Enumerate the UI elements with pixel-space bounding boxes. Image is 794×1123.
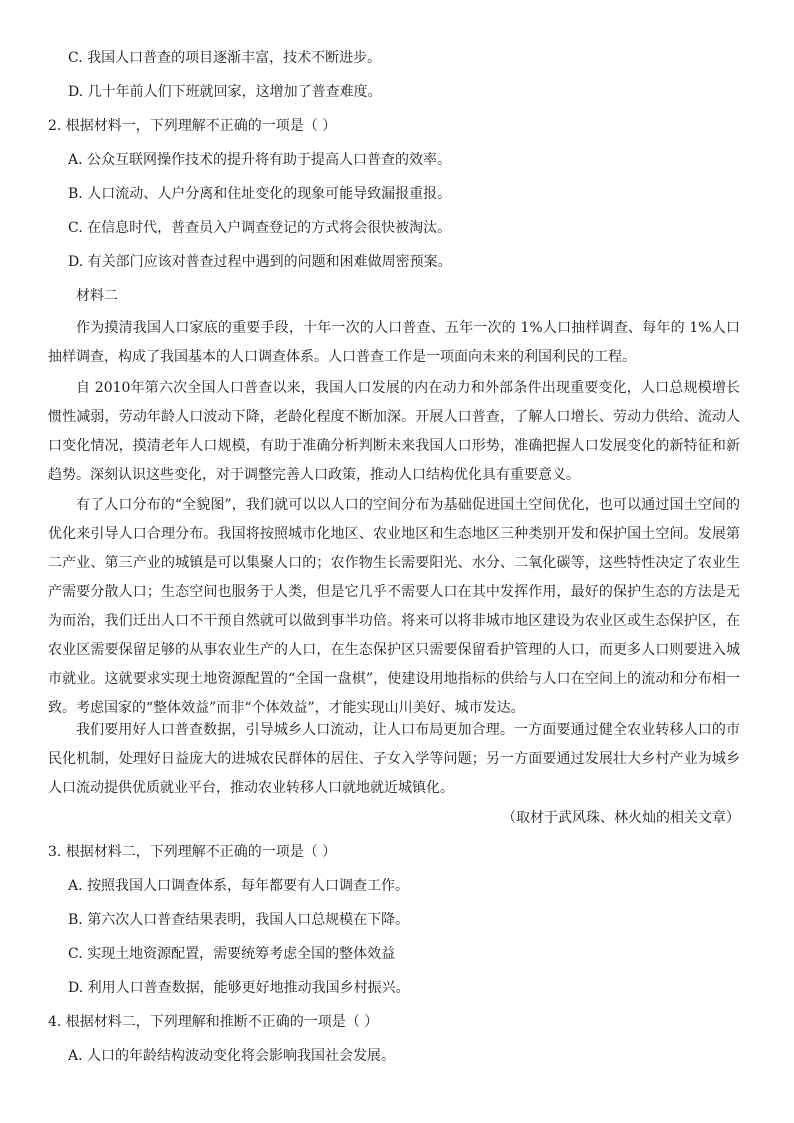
q1-option-d: D. 几十年前人们下班就回家，这增加了普查难度。 <box>68 84 382 100</box>
q3-stem: 3. 根据材料二，下列理解不正确的一项是（ ） <box>48 844 337 860</box>
q2-stem: 2. 根据材料一，下列理解不正确的一项是（ ） <box>48 118 337 134</box>
q4-stem: 4. 根据材料二，下列理解和推断不正确的一项是（ ） <box>48 1014 379 1030</box>
material-paragraph-4: 我们要用好人口普查数据，引导城乡人口流动，让人口布局更加合理。一方面要通过健全农业转移人口的市民化机制，处理好日益庞大的进城农民群体的居住、子女入学等问题；另一方面要通过发展壮大乡村产业为城乡人口流动提供优质就业平台，推动农业转移人口就地就近城镇化。 <box>48 722 740 796</box>
material-paragraph-1: 作为摸清我国人口家底的重要手段，十年一次的人口普查、五年一次的 1%人口抽样调查、每年的 1%人口抽样调查，构成了我国基本的人口调查体系。人口普查工作是一项面向未来的利国利民的工程。 <box>48 320 740 365</box>
q1-option-c: C. 我国人口普查的项目逐渐丰富，技术不断进步。 <box>68 50 382 66</box>
q3-option-c: C. 实现土地资源配置，需要统筹考虑全国的整体效益 <box>68 946 396 962</box>
q4-option-a: A. 人口的年龄结构波动变化将会影响我国社会发展。 <box>68 1048 396 1064</box>
q3-option-d: D. 利用人口普查数据，能够更好地推动我国乡村振兴。 <box>68 980 410 996</box>
q2-option-d: D. 有关部门应该对普查过程中遇到的问题和困难做周密预案。 <box>68 254 452 270</box>
q2-option-a: A. 公众互联网操作技术的提升将有助于提高人口普查的效率。 <box>68 152 452 168</box>
material-heading: 材料二 <box>76 288 118 304</box>
q3-option-b: B. 第六次人口普查结果表明，我国人口总规模在下降。 <box>68 912 410 928</box>
q3-option-a: A. 按照我国人口调查体系，每年都要有人口调查工作。 <box>68 878 410 894</box>
source-citation: （取材于武风珠、林火灿的相关文章） <box>502 810 740 826</box>
q2-option-c: C. 在信息时代，普查员入户调查登记的方式将会很快被淘汰。 <box>68 220 452 236</box>
material-paragraph-3: 有了人口分布的“全貌图”，我们就可以以人口的空间分布为基础促进国土空间优化，也可以通过国土空间的优化来引导人口合理分布。我国将按照城市化地区、农业地区和生态地区三种类别开发和保护国土空间。发展第二产业、第三产业的城镇是可以集聚人口的；农作物生长需要阳光、水分、二氧化碳等，这些特性决定了农业生产需要分散人口；生态空间也服务于人类，但是它几乎不需要人口在其中发挥作用，最好的保护生态的方法是无为而治，我们迁出人口不干预自然就可以做到事半功倍。将来可以将非城市地区建设为农业区或生态保护区，在农业区需要保留足够的从事农业生产的人口，在生态保护区只需要保留看护管理的人口，而更多人口则要进入城市就业。这就要求实现土地资源配置的“全国一盘棋”，使建设用地指标的供给与人口在空间上的流动和分布相一致。考虑国家的“整体效益”而非“个体效益”，才能实现山川美好、城市发达。 <box>48 497 740 716</box>
material-paragraph-2: 自 2010年第六次全国人口普查以来，我国人口发展的内在动力和外部条件出现重要变化，人口总规模增长惯性减弱，劳动年龄人口波动下降，老龄化程度不断加深。开展人口普查，了解人口增长、劳动力供给、流动人口变化情况，摸清老年人口规模，有助于准确分析判断未来我国人口形势，准确把握人口发展变化的新特征和新趋势。深刻认识这些变化，对于调整完善人口政策，推动人口结构优化具有重要意义。 <box>48 380 740 483</box>
q2-option-b: B. 人口流动、人户分离和住址变化的现象可能导致漏报重报。 <box>68 186 452 202</box>
